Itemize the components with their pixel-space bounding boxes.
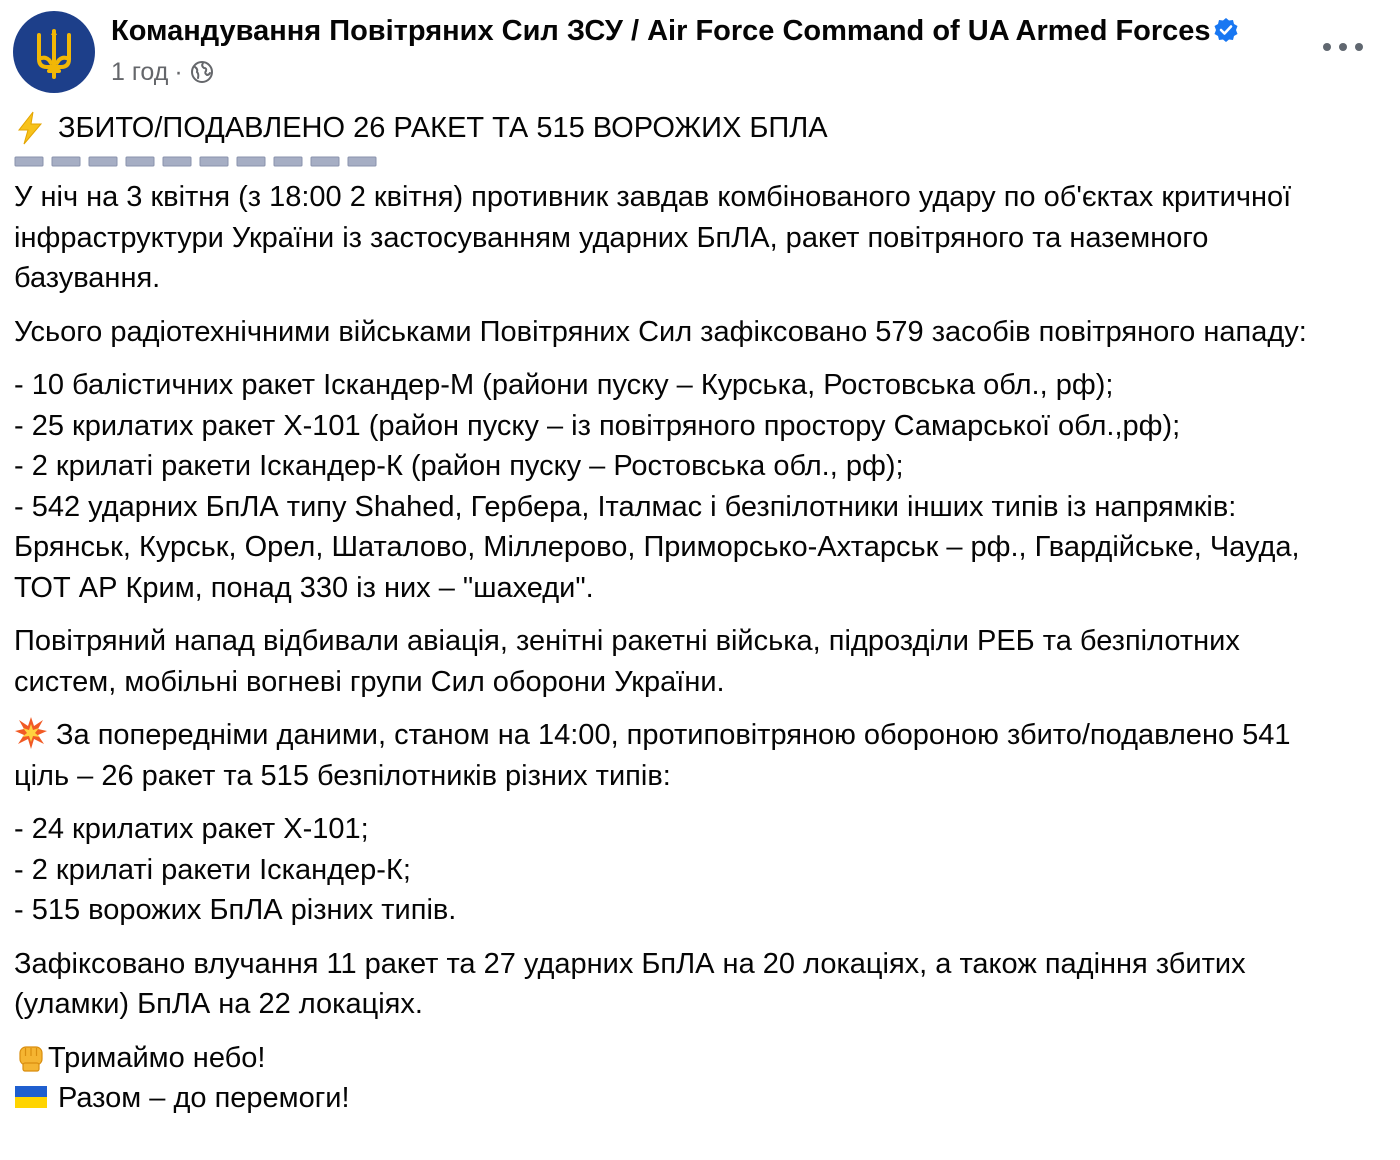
globe-icon[interactable] <box>190 60 214 84</box>
list-item: - 25 крилатих ракет Х-101 (район пуску – із повітряного простору Самарської обл.,рф); <box>14 409 1181 442</box>
result-paragraph <box>14 715 1384 796</box>
text-line: інфраструктури України із застосуванням ударних БпЛА, ракет повітряного та наземного <box>14 221 1209 254</box>
more-options-dot <box>1339 43 1347 51</box>
post-body <box>14 108 1384 1119</box>
post-headline <box>14 108 1384 148</box>
page-avatar[interactable] <box>13 11 95 93</box>
hits-paragraph <box>14 944 1384 1025</box>
list-item: - 515 ворожих БпЛА різних типів. <box>14 894 457 926</box>
trident-emblem-icon <box>13 11 95 93</box>
closing-line <box>14 1078 1384 1119</box>
shot-down-list <box>14 809 1384 931</box>
detected-paragraph: Усього радіотехнічними військами Повітряних Сил зафіксовано 579 засобів повітряного нападу: <box>14 315 1307 348</box>
defense-paragraph <box>14 621 1384 702</box>
meta-separator: · <box>174 58 183 86</box>
launch-list <box>14 365 1384 608</box>
text-line: базування. <box>14 262 161 294</box>
verified-badge-icon <box>1213 17 1239 43</box>
ukraine-flag-emoji <box>14 1084 48 1110</box>
text-line: Зафіксовано влучання 11 ракет та 27 ударних БпЛА на 20 локаціях, а також падіння збитих <box>14 947 1246 980</box>
list-item: - 542 ударних БпЛА типу Shahed, Гербера, Італмас і безпілотники інших типів із напрямків: <box>14 490 1237 523</box>
text-line: систем, мобільні вогневі групи Сил оборони України. <box>14 665 725 698</box>
more-options-dot <box>1355 43 1363 51</box>
list-item: - 2 крилаті ракети Іскандер-К; <box>14 853 411 886</box>
intro-paragraph <box>14 177 1384 299</box>
result-line-text: За попередніми даними, станом на 14:00, протиповітряною обороною збито/подавлено 541 <box>56 719 1291 751</box>
list-item: - 10 балістичних ракет Іскандер-М (райони пуску – Курська, Ростовська обл., рф); <box>14 369 1114 401</box>
more-options-button[interactable] <box>1323 39 1363 55</box>
more-options-dot <box>1323 43 1331 51</box>
headline-text: ЗБИТО/ПОДАВЛЕНО 26 РАКЕТ ТА 515 ВОРОЖИХ БПЛА <box>58 111 828 144</box>
explosion-emoji <box>14 716 48 750</box>
lightning-emoji <box>14 111 46 145</box>
text-line <box>14 715 1384 756</box>
closing-text: Тримаймо небо! <box>48 1041 266 1074</box>
list-item: - 24 крилатих ракет Х-101; <box>14 813 369 845</box>
dashed-divider-emoji <box>14 148 1384 177</box>
text-line: Повітряний напад відбивали авіація, зенітні ракетні війська, підрозділи РЕБ та безпілотних <box>14 625 1240 657</box>
text-line: ціль – 26 ракет та 515 безпілотників різних типів: <box>14 759 671 792</box>
page-author-name[interactable]: Командування Повітряних Сил ЗСУ / Air Force Command of UA Armed Forces <box>111 15 1211 47</box>
post-timestamp[interactable]: 1 год <box>111 58 169 86</box>
raised-fist-emoji <box>14 1039 48 1073</box>
closing-lines <box>14 1038 1384 1119</box>
list-item: - 2 крилаті ракети Іскандер-К (район пуску – Ростовська обл., рф); <box>14 450 904 482</box>
list-item: Брянськ, Курськ, Орел, Шаталово, Міллерово, Приморсько-Ахтарськ – рф., Гвардійське, Чауда, <box>14 531 1300 563</box>
text-line: У ніч на 3 квітня (з 18:00 2 квітня) противник завдав комбінованого удару по об'єктах критичної <box>14 181 1292 213</box>
post-meta <box>111 57 214 87</box>
closing-text: Разом – до перемоги! <box>58 1082 350 1114</box>
text-line: (уламки) БпЛА на 22 локаціях. <box>14 988 423 1020</box>
list-item: ТОТ АР Крим, понад 330 із них – "шахеди". <box>14 571 594 604</box>
closing-line <box>14 1038 1384 1079</box>
